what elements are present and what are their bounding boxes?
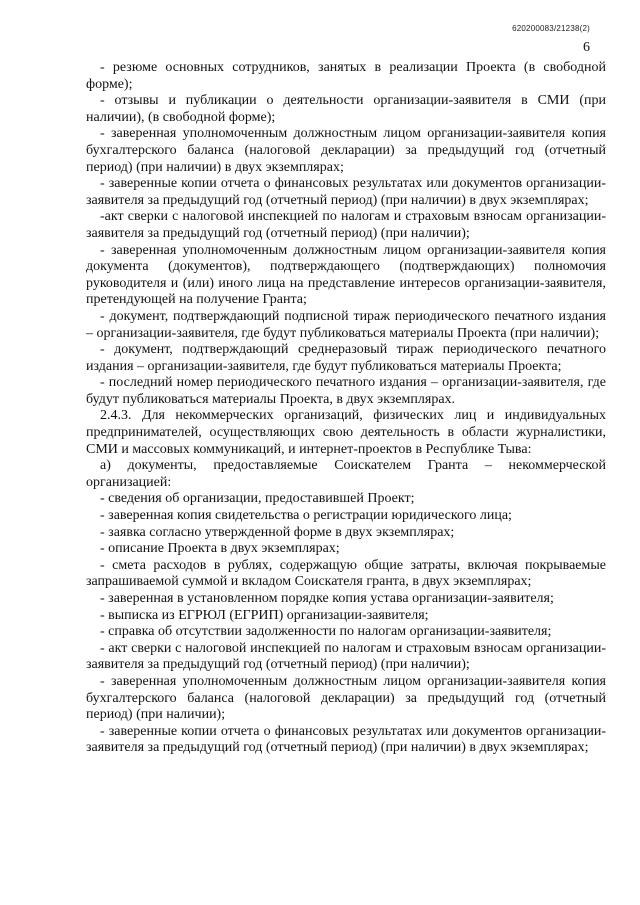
paragraph: - последний номер периодического печатного издания – организации-заявителя, где будут публиковаться материалы Проекта, в двух экземплярах. bbox=[86, 375, 606, 407]
paragraph: - документ, подтверждающий подписной тираж периодического печатного издания – организации-заявителя, где будут публиковаться материалы Проекта (при наличии); bbox=[86, 308, 606, 341]
paragraph: - заверенные копии отчета о финансовых результатах или документов организации-заявителя за предыдущий год (отчетный период) (при наличии) в двух экземплярах; bbox=[86, 176, 606, 208]
paragraph: - выписка из ЕГРЮЛ (ЕГРИП) организации-заявителя; bbox=[100, 607, 429, 623]
document-body bbox=[86, 60, 606, 757]
page-number: 6 bbox=[583, 40, 590, 55]
paragraph: - заверенная копия свидетельства о регистрации юридического лица; bbox=[100, 508, 512, 524]
document-code: 620200083/21238(2) bbox=[512, 24, 590, 33]
paragraph: а) документы, предоставляемые Соискателем Гранта – некоммерческой организацией: bbox=[86, 458, 606, 490]
paragraph: - смета расходов в рублях, содержащую общие затраты, включая покрываемые запрашиваемой суммой и вкладом Соискателя гранта, в двух экземплярах; bbox=[86, 557, 606, 590]
paragraph: - заверенная уполномоченным должностным лицом организации-заявителя копия документа (документов), подтверждающего (подтверждающих) полномочия руководителя и (или) иного лица на представление интересов организации-заявителя, претендующей на получение Гранта; bbox=[86, 242, 606, 308]
paragraph: - описание Проекта в двух экземплярах; bbox=[100, 541, 340, 557]
paragraph: - документ, подтверждающий среднеразовый тираж периодического печатного издания – организации-заявителя, где будут публиковаться материалы Проекта; bbox=[86, 342, 606, 374]
paragraph: - отзывы и публикации о деятельности организации-заявителя в СМИ (при наличии), (в свободной форме); bbox=[86, 93, 606, 125]
paragraph: - сведения об организации, предоставившей Проект; bbox=[100, 491, 415, 507]
paragraph: - резюме основных сотрудников, занятых в реализации Проекта (в свободной форме); bbox=[86, 60, 606, 92]
section-heading-paragraph: 2.4.3. Для некоммерческих организаций, физических лиц и индивидуальных предпринимателей, осуществляющих свою деятельность в области журналистики, СМИ и массовых коммуникаций, и интернет-проектов в Республике Тыва: bbox=[86, 408, 606, 457]
paragraph: - заверенная в установленном порядке копия устава организации-заявителя; bbox=[100, 591, 554, 606]
paragraph: - акт сверки с налоговой инспекцией по налогам и страховым взносам организации-заявителя за предыдущий год (отчетный период) (при наличии); bbox=[86, 640, 606, 673]
paragraph: - заверенные копии отчета о финансовых результатах или документов организации-заявителя за предыдущий год (отчетный период) (при наличии) в двух экземплярах; bbox=[86, 723, 606, 756]
paragraph: - заверенная уполномоченным должностным лицом организации-заявителя копия бухгалтерского баланса (налоговой декларации) за предыдущий год (отчетный период) (при наличии); bbox=[86, 673, 606, 723]
paragraph: - справка об отсутствии задолженности по налогам организации-заявителя; bbox=[100, 624, 552, 640]
paragraph: - заявка согласно утвержденной форме в двух экземплярах; bbox=[100, 524, 455, 540]
paragraph: -акт сверки с налоговой инспекцией по налогам и страховым взносам организации-заявителя за предыдущий год (отчетный период) (при наличии); bbox=[86, 209, 606, 241]
paragraph: - заверенная уполномоченным должностным лицом организации-заявителя копия бухгалтерского баланса (налоговой декларации) за предыдущий год (отчетный период) (при наличии) в двух экземплярах; bbox=[86, 126, 606, 175]
